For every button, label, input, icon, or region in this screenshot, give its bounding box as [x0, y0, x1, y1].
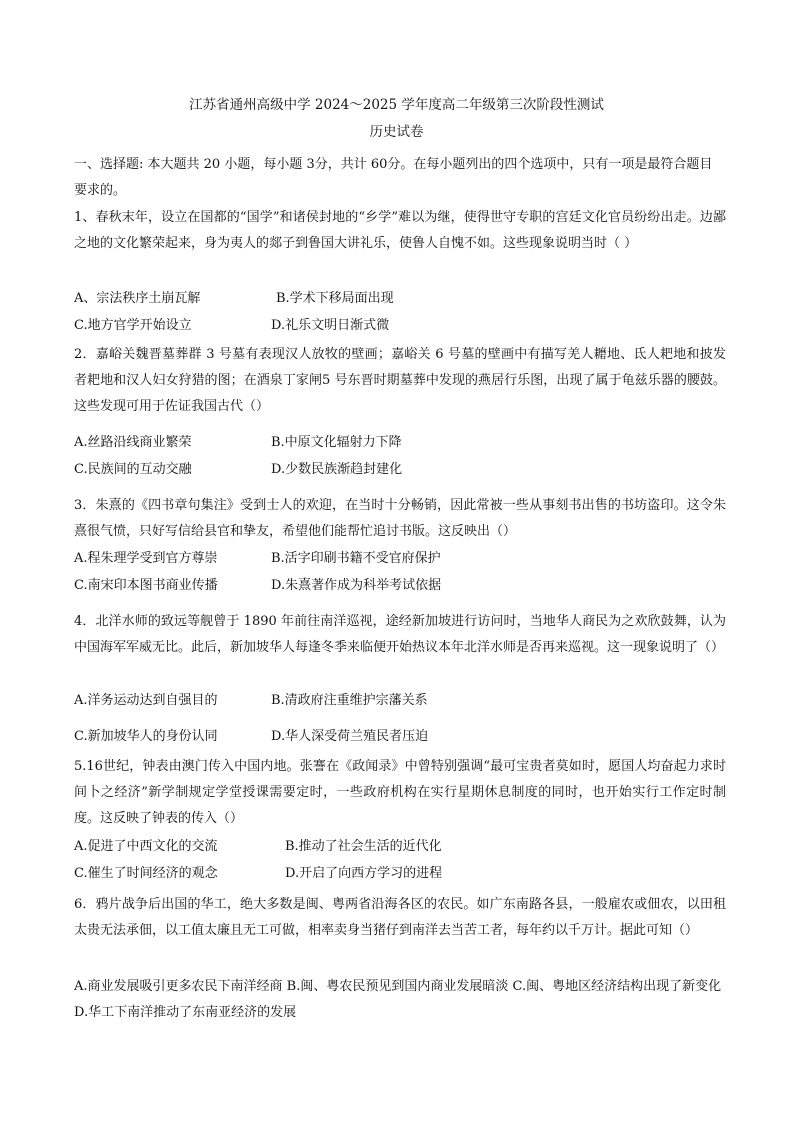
question-2-option-b: B.中原文化辐射力下降: [271, 435, 402, 450]
question-5-option-c: C.催生了时间经济的观念: [74, 866, 218, 881]
question-3-option-d: D.朱熹著作成为科举考试依据: [271, 578, 442, 593]
question-6-stem: 6．鸦片战争后出国的华工，绝大多数是闽、粤两省沿海各区的农民。如广东南路各县，一般雇农或佃农，以田租太贵无法承佃，以工值太廉且无工可做，相率卖身当猪仔到南洋去当苦工者，每年约以千万计。据此可知（）: [74, 897, 726, 938]
question-4-option-a: A.洋务运动达到自强目的: [74, 693, 218, 708]
question-3-option-c: C.南宋印本图书商业传播: [74, 578, 218, 593]
exam-subtitle: 历史试卷: [369, 124, 424, 140]
question-1-stem: 1、春秋末年，设立在国都的“国学”和诸侯封地的“乡学”难以为继，使得世守专职的宫廷文化官员纷纷出走。边鄙之地的文化繁荣起来，身为夷人的郯子到鲁国大讲礼乐，使鲁人自愧不如。这些现象说明当时（ ）: [74, 210, 726, 251]
question-6-option-a: A.商业发展吸引更多农民下南洋经商: [74, 979, 283, 994]
question-1-option-a: A、宗法秩序土崩瓦解: [74, 291, 201, 306]
question-4-option-b: B.清政府注重维护宗藩关系: [271, 693, 428, 708]
question-6-option-d: D.华工下南洋推动了东南亚经济的发展: [74, 1005, 297, 1020]
exam-title: 江苏省通州高级中学 2024～2025 学年度高二年级第三次阶段性测试: [189, 97, 604, 113]
question-1-option-d: D.礼乐文明日渐式微: [271, 318, 390, 333]
question-6-option-c: C.闽、粤地区经济结构出现了新变化: [512, 979, 722, 994]
question-2-stem: 2．嘉峪关魏晋墓葬群 3 号墓有表现汉人放牧的壁画；嘉峪关 6 号墓的壁画中有描写羌人耱地、氐人耙地和披发者耙地和汉人妇女狩猎的图；在酒泉丁家闸5 号东晋时期墓葬中发现的燕居行乐图，出现了属于龟兹乐器的腰鼓。这些发现可用于佐证我国古代（）: [74, 347, 726, 414]
question-6-option-b: B.闽、粤农民预见到国内商业发展暗淡: [286, 979, 509, 994]
question-5-option-b: B.推动了社会生活的近代化: [285, 839, 442, 854]
section-instructions: 一、选择题: 本大题共 20 小题，每小题 3分，共计 60分。在每小题列出的四个选项中，只有一项是最符合题目要求的。: [74, 157, 713, 198]
question-4-option-c: C.新加坡华人的身份认同: [74, 729, 218, 744]
question-1-option-b: B.学术下移局面出现: [276, 291, 394, 306]
question-2-option-a: A.丝路沿线商业繁荣: [74, 435, 192, 450]
question-5-option-d: D.开启了向西方学习的进程: [285, 866, 443, 881]
question-6-options: [74, 974, 726, 1026]
question-5-stem: 5.16世纪，钟表由澳门传入中国内地。张謇在《政闻录》中曾特别强调“最可宝贵者莫如时，愿国人均奋起力求时间卜之经济”新学制规定学堂授课需要定时，一些政府机构在实行星期休息制度的同时，也开始实行工作定时制度。这反映了钟表的传入（）: [74, 759, 726, 826]
question-4-option-d: D.华人深受荷兰殖民者压迫: [271, 729, 429, 744]
question-4-stem: 4．北洋水师的致远等舰曾于 1890 年前往南洋巡视，途经新加坡进行访问时，当地华人商民为之欢欣鼓舞，认为中国海军军威无比。此后，新加坡华人每逢冬季来临便开始热议本年北洋水师是否再来巡视。这一现象说明了（）: [74, 614, 726, 655]
question-1-option-c: C.地方官学开始设立: [74, 318, 192, 333]
question-3-option-a: A.程朱理学受到官方尊崇: [74, 551, 218, 566]
question-3-stem: 3．朱熹的《四书章句集注》受到士人的欢迎，在当时十分畅销，因此常被一些从事刻书出售的书坊盗印。这令朱熹很气愤，只好写信给县官和挚友，希望他们能帮忙追讨书版。这反映出（）: [74, 498, 726, 539]
question-2-option-c: C.民族间的互动交融: [74, 462, 192, 477]
question-2-option-d: D.少数民族渐趋封建化: [271, 462, 403, 477]
question-5-option-a: A.促进了中西文化的交流: [74, 839, 218, 854]
question-3-option-b: B.活字印刷书籍不受官府保护: [271, 551, 441, 566]
